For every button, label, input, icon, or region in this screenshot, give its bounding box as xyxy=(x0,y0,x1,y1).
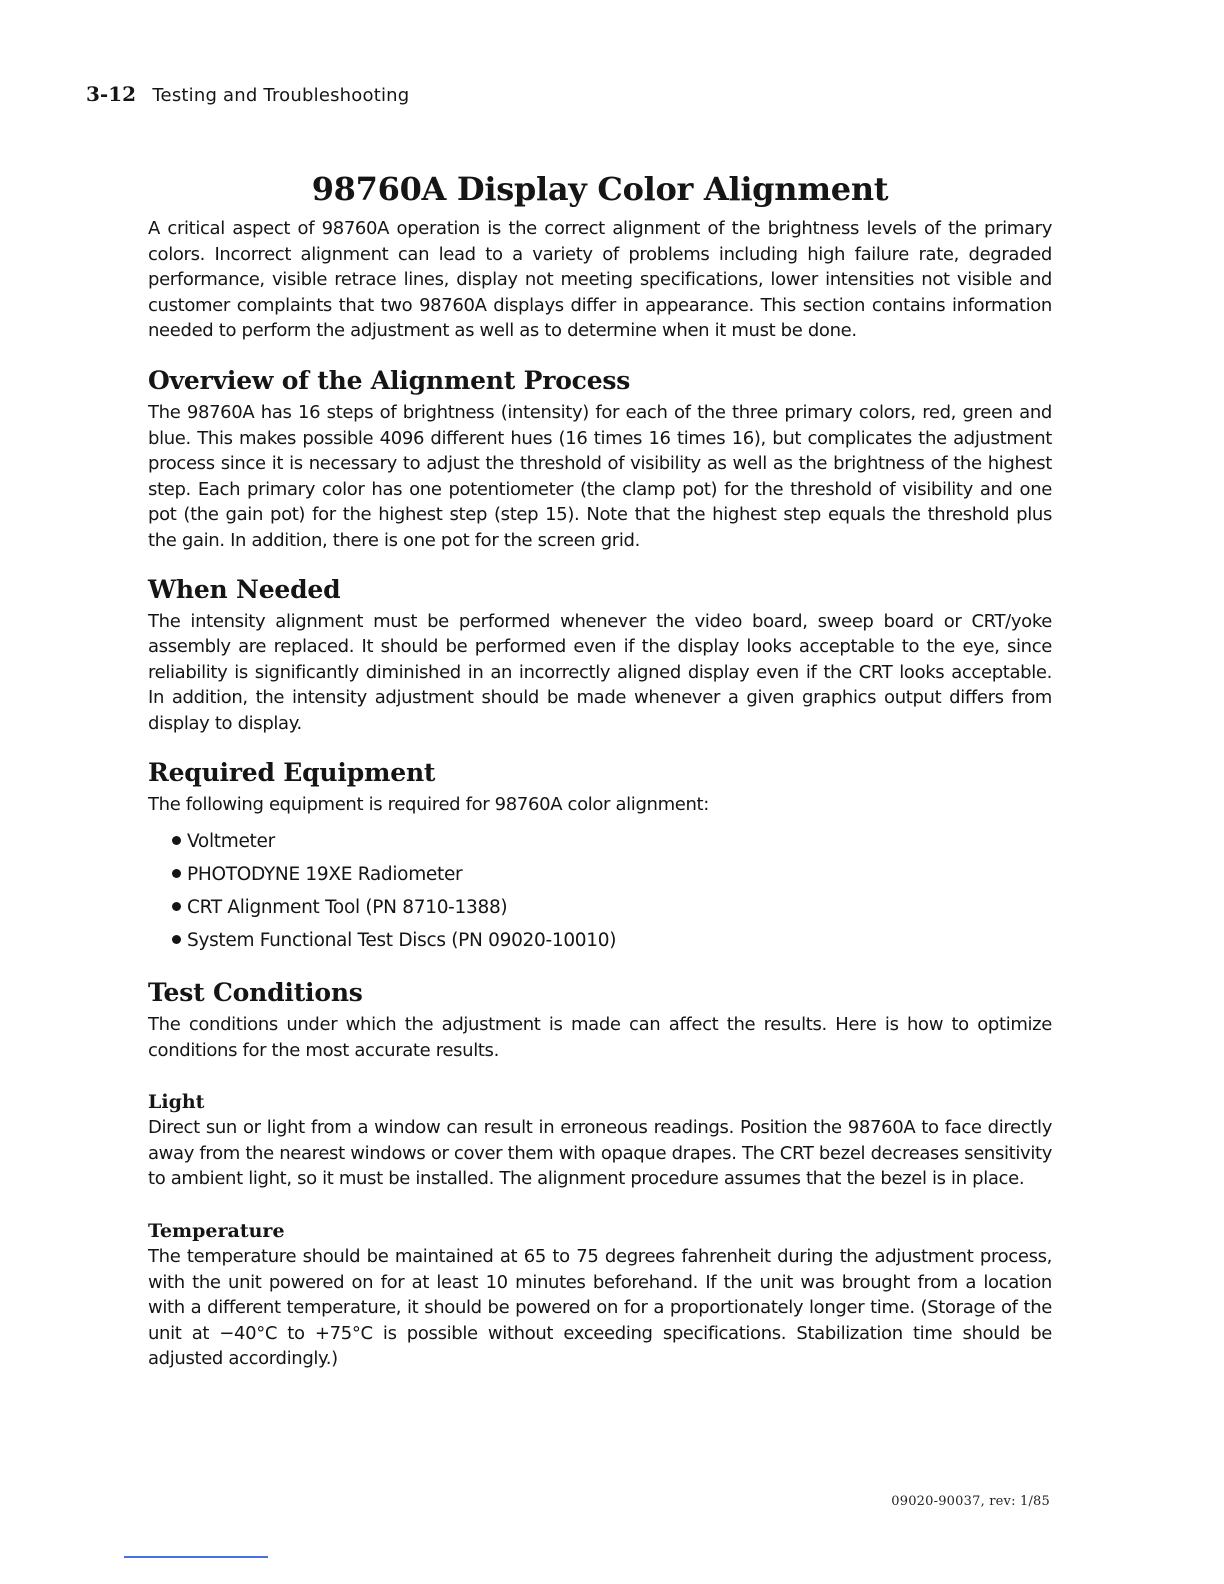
when-needed-paragraph: The intensity alignment must be performed whenever the video board, sweep board or CRT/yoke assembly are replaced. It should be performed even if the display looks acceptable to the eye, since reliability is significantly diminished in an incorrectly aligned display even if the CRT looks acceptable. In addition, the intensity adjustment should be made whenever a given graphics output differs from display to display. xyxy=(148,610,1052,734)
temperature-subsection xyxy=(148,1218,1052,1372)
required-equipment-intro: The following equipment is required for 98760A color alignment: xyxy=(148,793,709,815)
equipment-item-label: PHOTODYNE 19XE Radiometer xyxy=(187,864,463,886)
light-heading: Light xyxy=(148,1091,205,1114)
bullet-icon xyxy=(172,869,181,878)
list-item xyxy=(172,891,1052,924)
equipment-item-label: System Functional Test Discs (PN 09020-10010) xyxy=(187,930,617,952)
page-title: 98760A Display Color Alignment xyxy=(311,170,889,208)
when-needed-section xyxy=(148,573,1052,737)
light-paragraph: Direct sun or light from a window can result in erroneous readings. Position the 98760A to face directly away from the nearest windows or cover them with opaque drapes. The CRT bezel decreases sensitivity to ambient light, so it must be installed. The alignment procedure assumes that the bezel is in place. xyxy=(148,1117,1052,1190)
test-conditions-paragraph: The conditions under which the adjustment is made can affect the results. Here is how to optimize conditions for the most accurate results. xyxy=(148,1014,1052,1061)
overview-paragraph: The 98760A has 16 steps of brightness (intensity) for each of the three primary colors, red, green and blue. This makes possible 4096 different hues (16 times 16 times 16), but complicates the adjustment process since it is necessary to adjust the threshold of visibility as well as the brightness of the highest step. Each primary color has one potentiometer (the clamp pot) for the threshold of visibility and one pot (the gain pot) for the highest step (step 15). Note that the highest step equals the threshold plus the gain. In addition, there is one pot for the screen grid. xyxy=(148,401,1052,551)
overview-section xyxy=(148,364,1052,554)
intro-section xyxy=(148,216,1052,344)
test-conditions-section xyxy=(148,976,1052,1372)
section-name: Testing and Troubleshooting xyxy=(152,85,410,106)
running-header xyxy=(86,82,409,106)
list-item xyxy=(172,924,1052,957)
test-conditions-heading: Test Conditions xyxy=(148,978,363,1008)
required-equipment-section xyxy=(148,756,1052,958)
required-equipment-heading: Required Equipment xyxy=(148,757,436,787)
equipment-item-label: CRT Alignment Tool (PN 8710-1388) xyxy=(187,897,508,919)
list-item xyxy=(172,825,1052,858)
equipment-item-label: Voltmeter xyxy=(187,831,275,853)
bullet-icon xyxy=(172,935,181,944)
temperature-heading: Temperature xyxy=(148,1220,285,1243)
bullet-icon xyxy=(172,836,181,845)
intro-paragraph: A critical aspect of 98760A operation is the correct alignment of the brightness levels of the primary colors. Incorrect alignment can lead to a variety of problems including high failure rate, degraded performance, visible retrace lines, display not meeting specifications, lower intensities not visible and customer complaints that two 98760A displays differ in appearance. This section contains information needed to perform the adjustment as well as to determine when it must be done. xyxy=(148,218,1052,342)
temperature-paragraph: The temperature should be maintained at 65 to 75 degrees fahrenheit during the adjustment process, with the unit powered on for at least 10 minutes beforehand. If the unit was brought from a location with a different temperature, it should be powered on for a proportionately longer time. (Storage of the unit at −40°C to +75°C is possible without exceeding specifications. Stabilization time should be adjusted accordingly.) xyxy=(148,1246,1052,1370)
bullet-icon xyxy=(172,902,181,911)
when-needed-heading: When Needed xyxy=(148,574,341,604)
list-item xyxy=(172,858,1052,891)
bottom-rule xyxy=(124,1556,268,1558)
overview-heading: Overview of the Alignment Process xyxy=(148,365,631,395)
document-code: 09020-90037, rev: 1/85 xyxy=(891,1494,1050,1509)
page-number: 3-12 xyxy=(86,82,137,106)
equipment-list xyxy=(148,825,1052,957)
light-subsection xyxy=(148,1089,1052,1192)
page-content xyxy=(148,166,1052,1398)
